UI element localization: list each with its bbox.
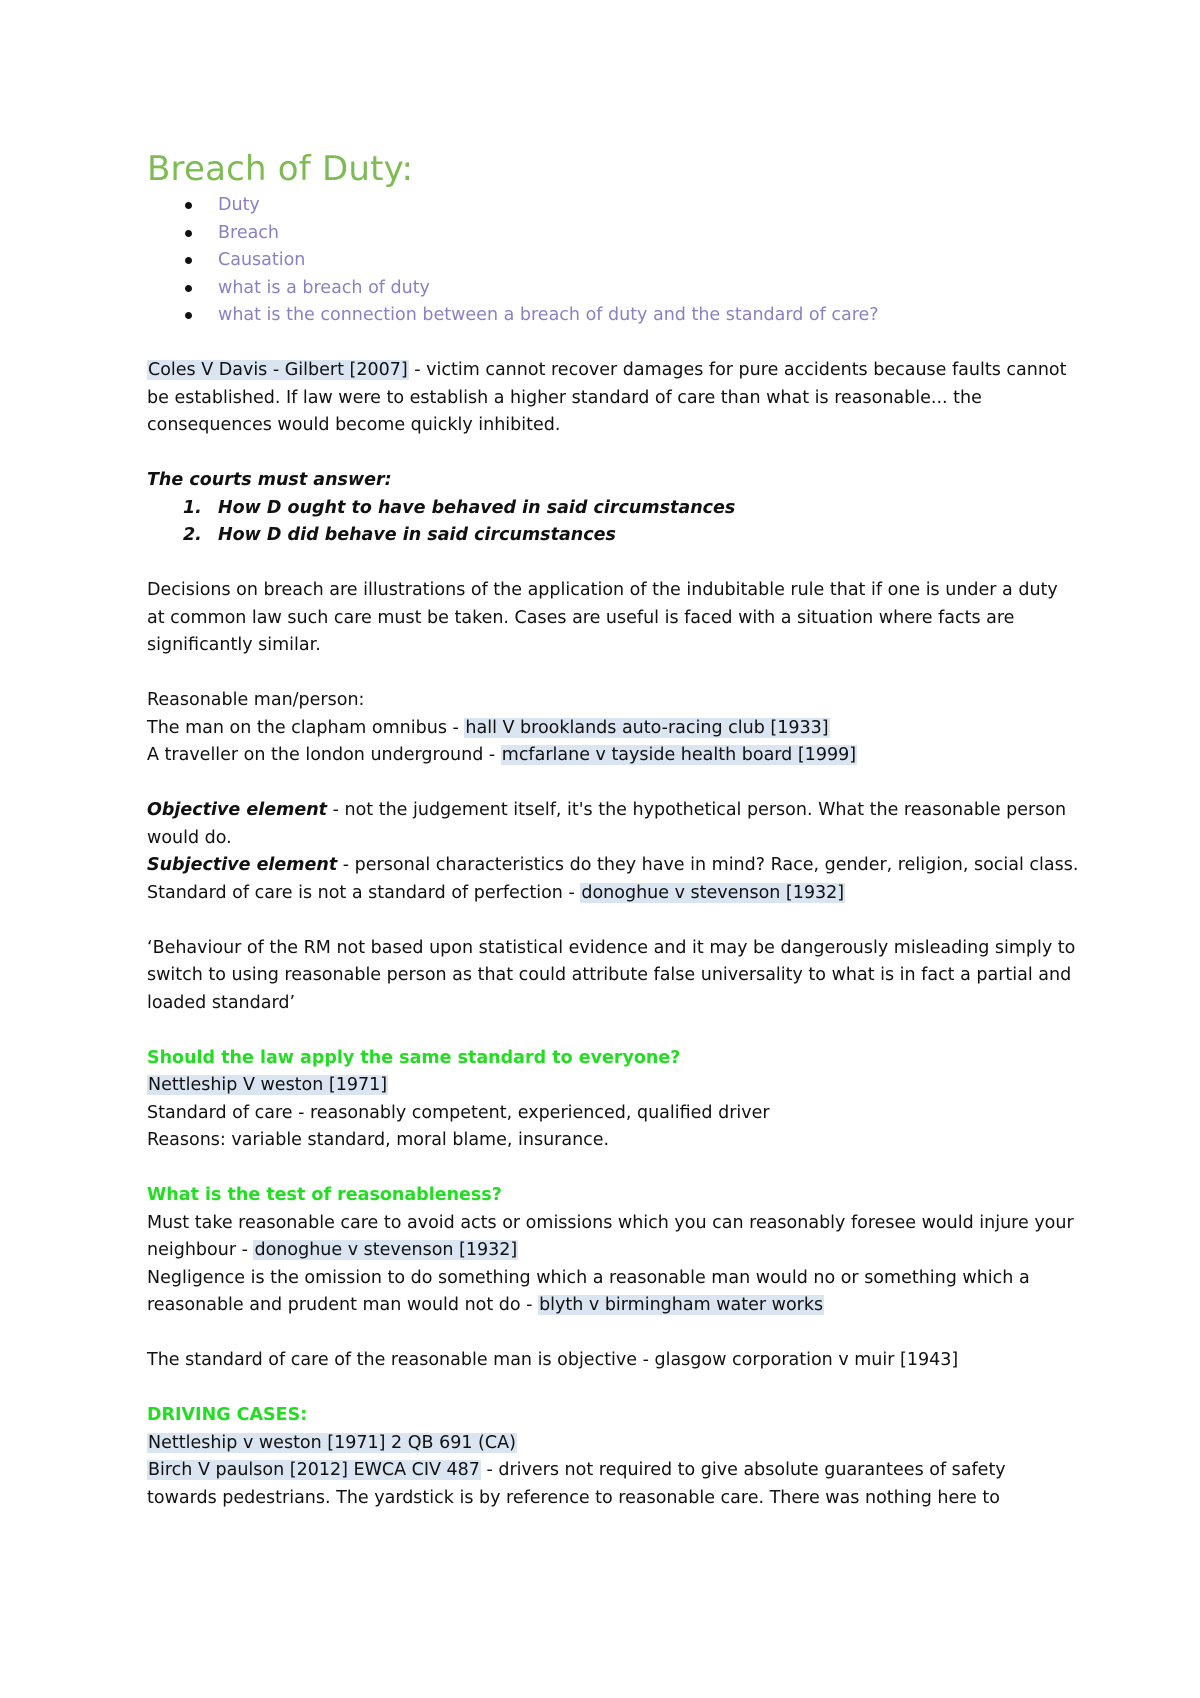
reasonable-line-1: The man on the clapham omnibus - hall V brooklands auto-racing club [1933] [147,717,829,738]
bullet-icon [185,285,192,292]
coles-paragraph: Coles V Davis - Gilbert [2007] - victim cannot recover damages for pure accidents because faults cannot be established. If law were to establish a higher standard of care than what is reasonable... the consequences would become quickly inhibited. [147,360,1067,435]
case-citation: mcfarlane v tayside health board [1999] [501,745,857,765]
objective-paragraph: Objective element - not the judgement itself, it's the hypothetical person. What the reasonable person would do. [147,800,1067,848]
bullet-icon [185,230,192,237]
list-item: Causation [147,247,1080,275]
case-citation: Coles V Davis - Gilbert [2007] [148,360,408,380]
reasonable-line-2: A traveller on the london underground - mcfarlane v tayside health board [1999] [147,745,857,765]
same-standard-line-2: Reasons: variable standard, moral blame, insurance. [147,1130,610,1150]
list-item: Breach [147,220,1080,248]
standard-paragraph: Standard of care is not a standard of perfection - donoghue v stevenson [1932] [147,882,845,903]
bullet-icon [185,257,192,264]
case-citation: blyth v birmingham water works [539,1295,824,1315]
test-paragraph-2: Negligence is the omission to do something which a reasonable man would no or something which a reasonable and prudent man would not do - blyth v birmingham water works [147,1267,1030,1315]
case-citation: Nettleship V weston [1971] [148,1075,388,1095]
bullet-icon [185,202,192,209]
section-heading: Should the law apply the same standard to everyone? [147,1047,681,1068]
section-heading: What is the test of reasonableness? [147,1185,502,1205]
list-item: 1. How D ought to have behaved in said circumstances [183,497,736,518]
driving-case-2: Birch V paulson [2012] EWCA CIV 487 - drivers not required to give absolute guarantees of safety towards pedestrians. The yardstick is by reference to reasonable care. There was nothing here to [147,1460,1006,1508]
case-citation: Birch V paulson [2012] EWCA CIV 487 [148,1460,480,1480]
page-title: Breach of Duty: [147,149,414,189]
objective-standard-paragraph: The standard of care of the reasonable man is objective - glasgow corporation v muir [1943] [147,1350,959,1370]
driving-case-1 [147,1430,1080,1458]
courts-heading: The courts must answer: [147,470,392,490]
case-citation: donoghue v stevenson [1932] [581,882,845,903]
same-standard-line-1: Standard of care - reasonably competent, experienced, qualified driver [147,1102,770,1123]
list-item: what is a breach of duty [147,275,1080,303]
same-standard-case [147,1072,1080,1100]
case-citation: donoghue v stevenson [1932] [254,1240,518,1260]
subjective-paragraph: Subjective element - personal characteristics do they have in mind? Race, gender, religion, social class. [147,855,1079,875]
test-paragraph-1: Must take reasonable care to avoid acts or omissions which you can reasonably foresee would injure your neighbour - donoghue v stevenson [1932] [147,1212,1074,1260]
section-heading: DRIVING CASES: [147,1405,308,1425]
decisions-paragraph: Decisions on breach are illustrations of the application of the indubitable rule that if one is under a duty at common law such care must be taken. Cases are useful is faced with a situation where facts are significantly similar. [147,580,1058,655]
courts-list [147,495,1080,550]
topic-list [147,192,1080,330]
case-citation: hall V brooklands auto-racing club [1933] [465,717,829,738]
list-item: 2. How D did behave in said circumstances [183,525,616,545]
bullet-icon [185,312,192,319]
quote-paragraph: ‘Behaviour of the RM not based upon statistical evidence and it may be dangerously misleading simply to switch to using reasonable person as that could attribute false universality to what is in fact a partial and loaded standard’ [147,937,1076,1013]
list-item: what is the connection between a breach of duty and the standard of care? [147,302,1080,330]
list-item: Duty [147,192,1080,220]
reasonable-heading: Reasonable man/person: [147,690,365,710]
case-citation: Nettleship v weston [1971] 2 QB 691 (CA) [148,1432,516,1453]
